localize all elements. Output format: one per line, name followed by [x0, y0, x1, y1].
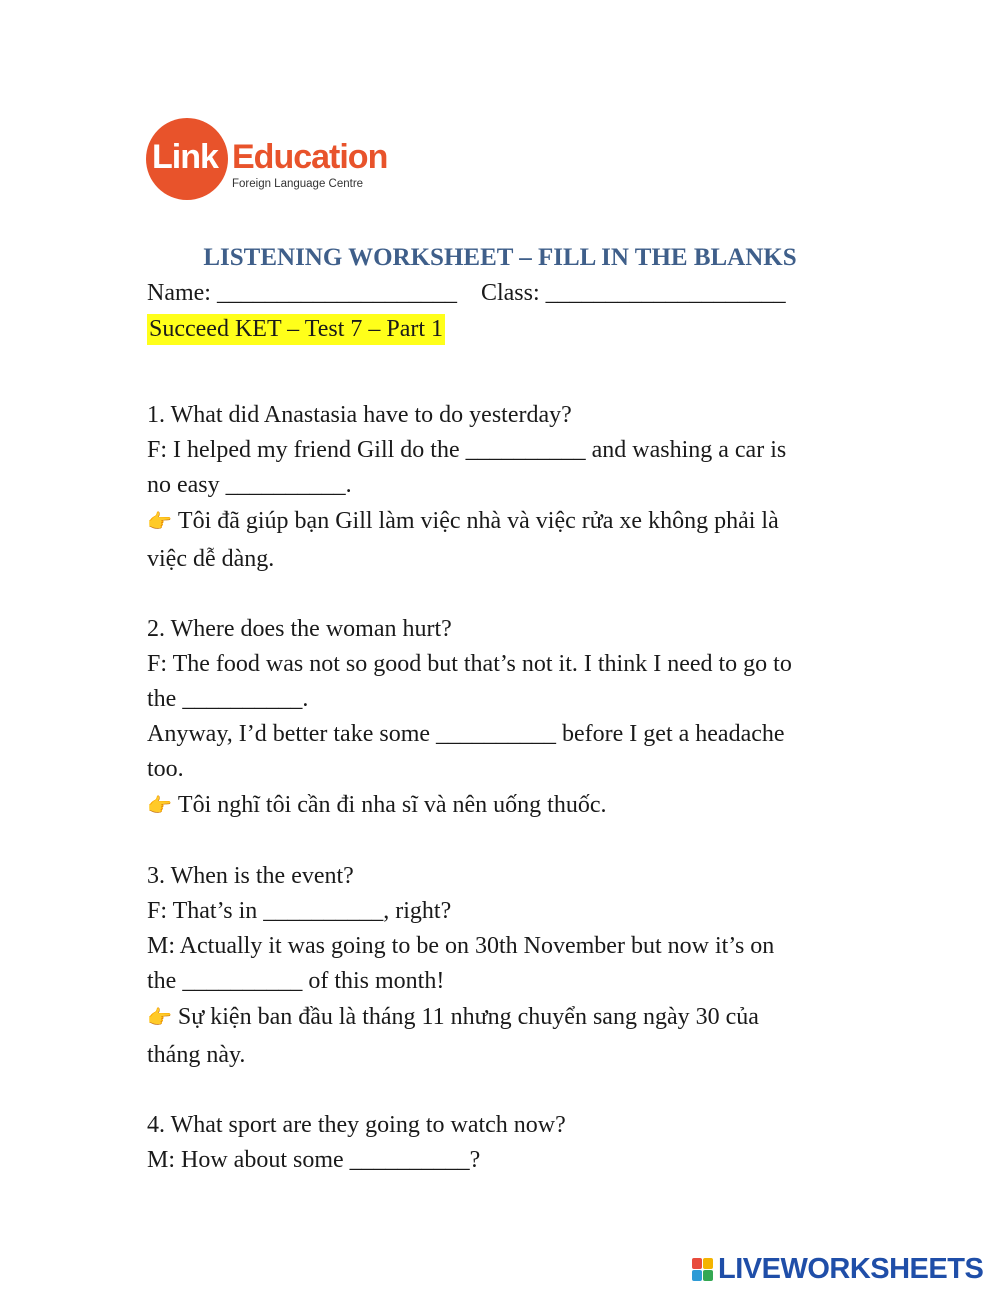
dialogue-line: M: Actually it was going to be on 30th November but now it’s on	[147, 933, 775, 959]
question-spacer	[147, 1074, 859, 1108]
dialogue-line: the __________ of this month!	[147, 968, 445, 994]
question-spacer	[147, 578, 859, 612]
translation-text: Tôi đã giúp bạn Gill làm việc nhà và việc rửa xe không phải là	[177, 508, 779, 534]
translation-text: Tôi nghĩ tôi cần đi nha sĩ và nên uống thuốc.	[177, 792, 607, 818]
translation-line	[147, 1037, 859, 1074]
question-block	[147, 612, 859, 825]
question-block	[147, 859, 859, 1074]
pointing-hand-icon: 👉	[147, 1007, 172, 1029]
translation-line	[147, 503, 859, 541]
questions-list	[147, 398, 859, 1178]
logo-brand-left: Link	[152, 138, 218, 176]
test-subtitle: Succeed KET – Test 7 – Part 1	[147, 314, 445, 345]
translation-text: việc dễ dàng.	[147, 546, 275, 572]
question-block	[147, 398, 859, 578]
question-text: 2. Where does the woman hurt?	[147, 616, 452, 642]
translation-line	[147, 541, 859, 578]
dialogue-line: F: The food was not so good but that’s not it. I think I need to go to	[147, 651, 792, 677]
dialogue-line: M: How about some __________?	[147, 1147, 481, 1173]
liveworksheets-footer	[692, 1253, 992, 1287]
question-spacer	[147, 825, 859, 859]
logo-tagline: Foreign Language Centre	[232, 178, 364, 190]
dialogue-line: no easy __________.	[147, 472, 352, 498]
liveworksheets-brand: LIVEWORKSHEETS	[718, 1253, 984, 1285]
dialogue-line: the __________.	[147, 686, 309, 712]
dialogue-line: too.	[147, 756, 184, 782]
translation-line	[147, 787, 859, 825]
pointing-hand-icon: 👉	[147, 795, 172, 817]
dialogue-line: Anyway, I’d better take some __________ before I get a headache	[147, 721, 785, 747]
question-text: 1. What did Anastasia have to do yesterday?	[147, 402, 572, 428]
logo-brand-right: Education	[232, 138, 388, 176]
question-block	[147, 1108, 859, 1178]
dialogue-line: F: That’s in __________, right?	[147, 898, 452, 924]
question-text: 3. When is the event?	[147, 863, 354, 889]
translation-line	[147, 999, 859, 1037]
name-class-line: Name: ____________________ Class: ____________________	[147, 280, 786, 306]
question-text: 4. What sport are they going to watch now?	[147, 1112, 566, 1138]
link-education-logo	[146, 118, 396, 202]
translation-text: Sự kiện ban đầu là tháng 11 nhưng chuyển sang ngày 30 của	[177, 1004, 759, 1030]
dialogue-line: F: I helped my friend Gill do the __________ and washing a car is	[147, 437, 787, 463]
pointing-hand-icon: 👉	[147, 511, 172, 533]
liveworksheets-mark-icon	[692, 1258, 714, 1282]
worksheet-title: LISTENING WORKSHEET – FILL IN THE BLANKS	[203, 244, 797, 271]
translation-text: tháng này.	[147, 1042, 246, 1068]
